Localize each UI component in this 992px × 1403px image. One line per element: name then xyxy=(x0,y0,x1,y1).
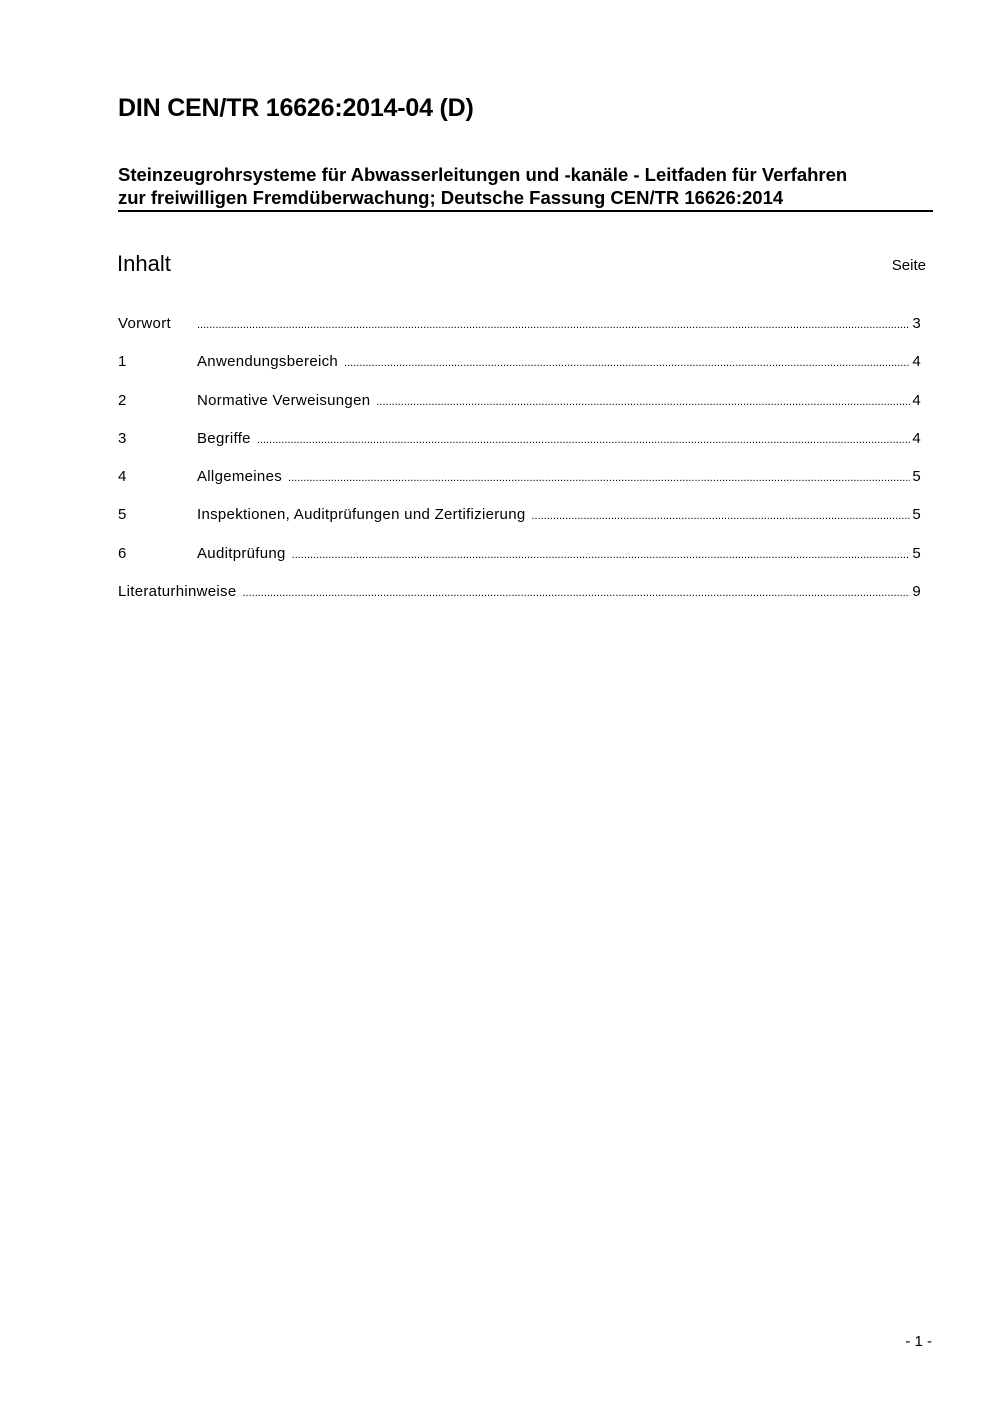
toc-entry-page: 5 xyxy=(912,544,921,562)
toc-entry-page: 3 xyxy=(912,315,921,332)
toc-entry-allgemeines[interactable] xyxy=(118,468,921,506)
toc-entry-page: 4 xyxy=(912,353,921,371)
toc-leader-dots xyxy=(257,434,911,446)
toc-entry-label: Anwendungsbereich xyxy=(197,353,339,371)
toc-entry-label: Auditprüfung xyxy=(197,544,286,562)
toc-entry-vorwort[interactable] xyxy=(118,315,921,353)
toc-entry-number: 5 xyxy=(118,506,127,524)
toc-entry-label: Begriffe xyxy=(197,429,251,447)
toc-entry-label: Inspektionen, Auditprüfungen und Zertifizierung xyxy=(197,506,526,524)
toc-entry-literaturhinweise[interactable] xyxy=(118,583,921,621)
toc-entry-normative-verweisungen[interactable] xyxy=(118,392,921,430)
toc-leader-dots xyxy=(376,396,910,408)
toc-heading: Inhalt xyxy=(117,251,171,276)
toc-leader-dots xyxy=(292,549,911,561)
toc-entry-page: 5 xyxy=(912,468,921,486)
toc-leader-dots xyxy=(531,510,910,522)
toc-leader-dots xyxy=(243,587,911,599)
toc-entry-page: 4 xyxy=(912,391,921,409)
toc-entry-begriffe[interactable] xyxy=(118,430,921,468)
toc-entry-anwendungsbereich[interactable] xyxy=(118,353,921,391)
toc-entry-number: 3 xyxy=(118,429,127,447)
toc-leader-dots xyxy=(288,472,910,484)
toc-page-column-label: Seite xyxy=(891,257,926,274)
toc-entry-auditpruefung[interactable] xyxy=(118,545,921,583)
document-title-line-1: Steinzeugrohrsysteme für Abwasserleitungen und -kanäle - Leitfaden für Verfahren xyxy=(118,164,848,185)
toc-leader-dots xyxy=(197,319,910,331)
toc-entry-label: Literaturhinweise xyxy=(118,583,237,601)
toc-entry-number: 4 xyxy=(118,468,127,486)
page-number: - 1 - xyxy=(905,1333,932,1350)
toc-entry-label: Normative Verweisungen xyxy=(197,391,371,409)
toc-entry-label: Vorwort xyxy=(118,315,171,332)
toc-entry-number: 2 xyxy=(118,391,127,409)
toc-entry-page: 9 xyxy=(912,583,921,601)
toc-entry-page: 4 xyxy=(912,429,921,447)
toc-entry-page: 5 xyxy=(912,506,921,524)
document-title-line-2: zur freiwilligen Fremdüberwachung; Deutsche Fassung CEN/TR 16626:2014 xyxy=(118,187,784,208)
table-of-contents xyxy=(118,315,921,621)
toc-entry-number: 6 xyxy=(118,544,127,562)
document-id: DIN CEN/TR 16626:2014-04 (D) xyxy=(118,94,474,122)
document-title xyxy=(118,163,933,212)
toc-entry-label: Allgemeines xyxy=(197,468,283,486)
toc-entry-inspektionen[interactable] xyxy=(118,506,921,544)
toc-leader-dots xyxy=(344,357,910,369)
toc-entry-number: 1 xyxy=(118,353,127,371)
